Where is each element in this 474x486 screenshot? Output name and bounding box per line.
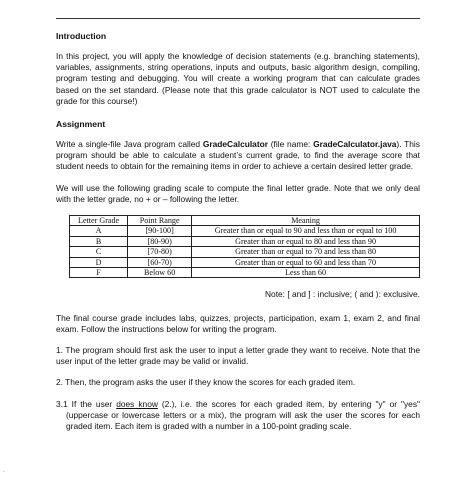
introduction-paragraph: In this project, you will apply the knowledge of decision statements (e.g. branching statements), variables, assignments, string operations, inputs and outputs, basic algorithm design, compiling, program testing and debugging. You will create a working program that can calculate grades based on the set standard. (Please note that this grade calculator is NOT used to calculate the grade for this course!) [56,51,420,106]
cell-range: [60-70) [128,257,192,267]
cell-range: [80-90) [128,236,192,246]
cell-letter: D [70,257,128,267]
step-2: 2. Then, the program asks the user if they know the scores for each graded item. [56,377,356,388]
cell-letter: F [70,268,128,278]
cell-range: [70-80) [128,247,192,257]
table-row [70,247,420,257]
final-grade-paragraph: The final course grade includes labs, quizzes, projects, participation, exam 1, exam 2, and final exam. Follow the instructions below for writing the program. [56,312,420,334]
grading-scale-table [69,215,420,278]
header-meaning: Meaning [192,216,420,226]
assignment-text: ). This program should be able to calculate a student’s current grade, to find the average score that student needs to obtain for the remaining items in order to achieve a certain desired letter grade. [56,139,420,172]
header-point-range: Point Range [128,216,192,226]
does-know-underlined: does know [116,398,158,409]
assignment-text: (file name: [268,139,314,150]
cell-letter: C [70,247,128,257]
table-row [70,257,420,267]
table-row [70,226,420,236]
cell-range: [90-100] [128,226,192,236]
table-row [70,236,420,246]
cell-meaning: Less than 60 [192,268,420,278]
cell-meaning: Greater than or equal to 70 and less than 80 [192,247,420,257]
page-edge-mark: . [3,468,5,474]
cell-meaning: Greater than or equal to 90 and less than or equal to 100 [192,226,420,236]
cell-range: Below 60 [128,268,192,278]
cell-letter: A [70,226,128,236]
top-rule [56,18,420,19]
introduction-heading: Introduction [56,31,107,41]
header-letter-grade: Letter Grade [70,216,128,226]
cell-letter: B [70,236,128,246]
step-text: 3.1 If the user [56,398,117,409]
assignment-text: Write a single-file Java program called [56,139,203,150]
file-name: GradeCalculator.java [313,139,397,150]
inclusive-exclusive-note: Note: [ and ] : inclusive; ( and ): exclusive. [264,289,420,300]
step-1: 1. The program should first ask the user to input a letter grade they want to receive. Note that the user input of the letter grade may be valid or invalid. [56,345,420,367]
assignment-heading: Assignment [56,119,106,130]
program-name: GradeCalculator [202,139,268,150]
table-row [70,268,420,278]
step-3-1 [56,399,420,433]
cell-meaning: Greater than or equal to 60 and less than 70 [192,257,420,267]
step-text: (2.), i.e. the scores for each graded item, by entering "y" or "yes" (uppercase or lowercase letters or a mix), the program will ask the user the scores for each graded item. Each item is graded with a number in a 100-point grading scale. [66,398,420,432]
table-header-row [70,216,420,226]
assignment-paragraph-2: We will use the following grading scale to compute the final letter grade. Note that we only deal with the letter grade, no + or – following the letter. [56,182,420,204]
document-page [56,31,420,442]
assignment-paragraph-1 [56,139,420,173]
cell-meaning: Greater than or equal to 80 and less than 90 [192,236,420,246]
